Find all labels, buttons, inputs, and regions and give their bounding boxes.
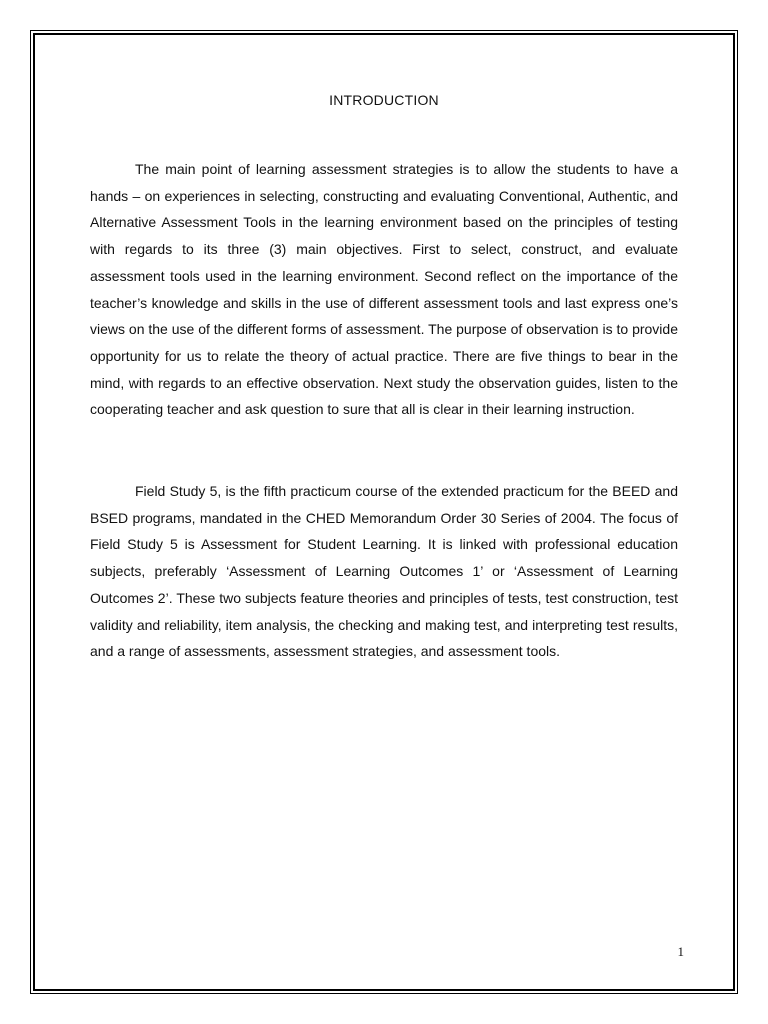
document-title: INTRODUCTION <box>329 92 439 108</box>
page-number: 1 <box>677 944 684 959</box>
paragraph-1: The main point of learning assessment strategies is to allow the students to have a hands – on experiences in selecting, constructing and evaluating Conventional, Authentic, and Alternative Assessment Tools in the learning environment based on the principles of testing with regards to its three (3) main objectives. First to select, construct, and evaluate assessment tools used in the learning environment. Second reflect on the importance of the teacher’s knowledge and skills in the use of different assessment tools and last express one’s views on the use of the different forms of assessment. The purpose of observation is to provide opportunity for us to relate the theory of actual practice. There are five things to bear in the mind, with regards to an effective observation. Next study the observation guides, listen to the cooperating teacher and ask question to sure that all is clear in their learning instruction. <box>90 161 678 418</box>
paragraph-2: Field Study 5, is the fifth practicum course of the extended practicum for the BEED and BSED programs, mandated in the CHED Memorandum Order 30 Series of 2004. The focus of Field Study 5 is Assessment for Student Learning. It is linked with professional education subjects, preferably ‘Assessment of Learning Outcomes 1’ or ‘Assessment of Learning Outcomes 2’. These two subjects feature theories and principles of tests, test construction, test validity and reliability, item analysis, the checking and making test, and interpreting test results, and a range of assessments, assessment strategies, and assessment tools. <box>90 483 678 660</box>
